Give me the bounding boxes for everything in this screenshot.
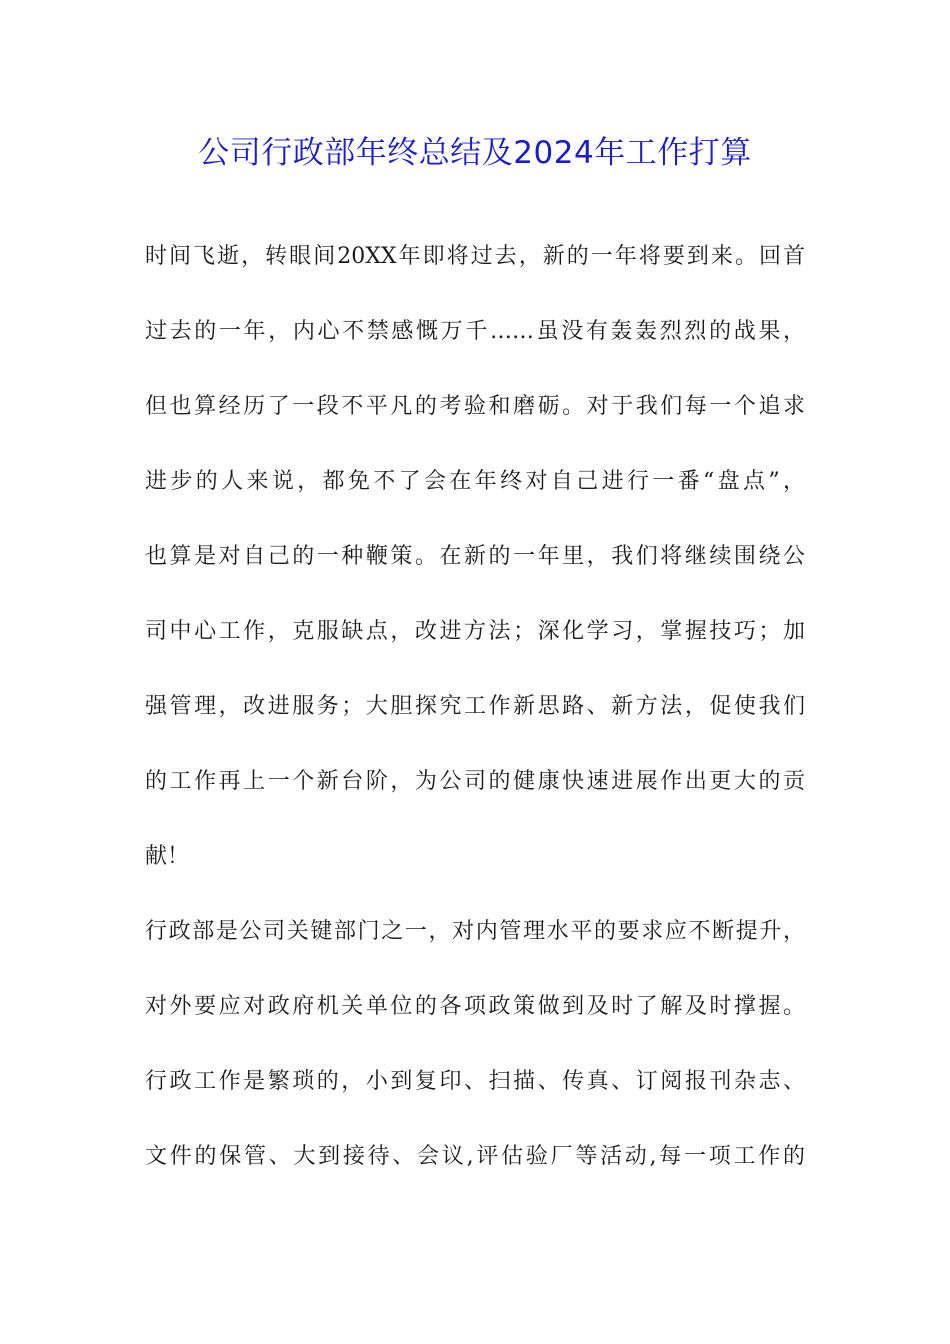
paragraph-line: 行政部是公司关键部门之一，对内管理水平的要求应不断提升， (145, 919, 805, 944)
paragraph-line: 时间飞逝，转眼间20XX年即将过去，新的一年将要到来。回首 (145, 244, 805, 269)
paragraph-line: 强管理，改进服务；大胆探究工作新思路、新方法，促使我们 (145, 694, 805, 719)
paragraph-line: 司中心工作，克服缺点，改进方法；深化学习，掌握技巧；加 (145, 619, 805, 644)
paragraph-line: 的工作再上一个新台阶，为公司的健康快速进展作出更大的贡 (145, 769, 805, 794)
paragraph-line: 对外要应对政府机关单位的各项政策做到及时了解及时撑握。 (145, 994, 805, 1019)
paragraph-line: 但也算经历了一段不平凡的考验和磨砺。对于我们每一个追求 (145, 394, 805, 419)
paragraph-line: 进步的人来说，都免不了会在年终对自己进行一番“盘点”， (145, 469, 805, 494)
document-title: 公司行政部年终总结及2024年工作打算 (198, 135, 752, 171)
paragraph-line: 文件的保管、大到接待、会议,评估验厂等活动,每一项工作的 (145, 1144, 805, 1169)
paragraph-line: 过去的一年，内心不禁感慨万千……虽没有轰轰烈烈的战果， (145, 319, 805, 344)
paragraph-line: 献！ (145, 844, 190, 869)
paragraph-line: 行政工作是繁琐的，小到复印、扫描、传真、订阅报刊杂志、 (145, 1069, 805, 1094)
paragraph-line: 也算是对自己的一种鞭策。在新的一年里，我们将继续围绕公 (145, 544, 805, 569)
